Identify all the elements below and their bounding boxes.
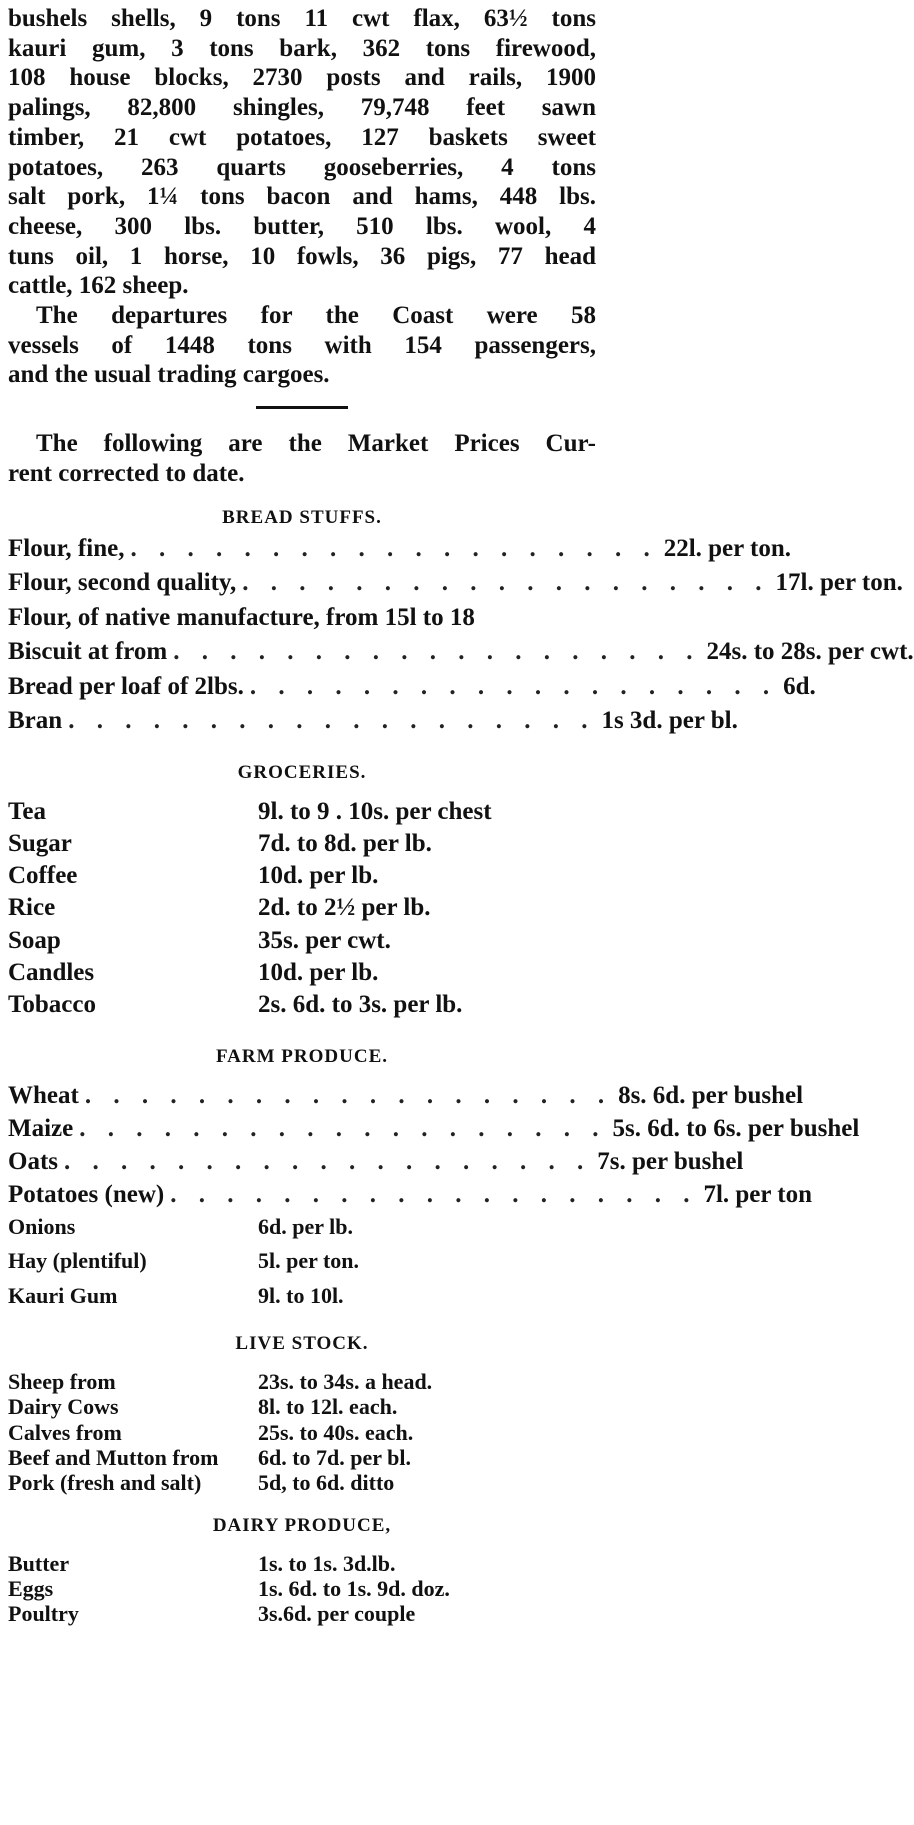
item-price: 1s. 6d. to 1s. 9d. doz. [258, 1576, 450, 1602]
item-price: 5l. per ton. [258, 1248, 360, 1274]
price-row [8, 830, 596, 862]
section-heading: GROCERIES. [237, 761, 367, 783]
item-price: 7l. per ton [703, 1180, 813, 1208]
item-price: 23s. to 34s. a head. [258, 1369, 433, 1395]
paragraph-line: The departures for the Coast were 58 [36, 302, 596, 330]
item-price: 35s. per cwt. [258, 926, 391, 954]
price-row [8, 1369, 596, 1394]
item-name: Tea [8, 797, 46, 825]
price-row [8, 1147, 744, 1181]
item-price: 17l. per ton. [775, 569, 903, 597]
item-name: Sheep from [8, 1369, 116, 1395]
item-price: 8s. 6d. per bushel [618, 1081, 804, 1109]
item-name: Tobacco [8, 991, 96, 1019]
price-row [8, 798, 596, 830]
price-row [8, 1470, 596, 1495]
price-list [8, 506, 914, 1627]
price-row [8, 1601, 596, 1626]
dot-leader: . . . . . . . . . . . . . . . . . . . [170, 1180, 698, 1208]
item-price: 7d. to 8d. per lb. [258, 829, 432, 857]
paragraph-line: cheese, 300 lbs. butter, 510 lbs. wool, 4 [8, 212, 596, 240]
price-row [8, 894, 596, 926]
departures-paragraph [8, 301, 596, 390]
dot-leader: . . . . . . . . . . . . . . . . . . . [64, 1147, 592, 1175]
item-name: Butter [8, 1551, 70, 1577]
item-name: Flour, fine, [8, 534, 125, 562]
item-price: 5d, to 6d. ditto [258, 1469, 395, 1495]
item-price: 10d. per lb. [258, 959, 379, 987]
price-row [8, 862, 596, 894]
price-row [8, 1180, 813, 1214]
item-name: Kauri Gum [8, 1282, 118, 1308]
item-price: 5s. 6d. to 6s. per bushel [612, 1114, 860, 1142]
market-prices-intro [8, 429, 596, 488]
paragraph-line: potatoes, 263 quarts gooseberries, 4 tons [8, 153, 596, 181]
item-name: Flour, second quality, [8, 569, 237, 597]
price-row [8, 707, 738, 742]
price-section [8, 506, 914, 742]
price-row [8, 1081, 804, 1115]
item-name: Candles [8, 959, 95, 987]
item-price: 9l. to 9 . 10s. per chest [258, 797, 492, 825]
dot-leader: . . . . . . . . . . . . . . . . . . . [173, 638, 701, 666]
item-name: Eggs [8, 1576, 54, 1602]
item-price: 6d. [783, 672, 816, 700]
item-price: 6d. to 7d. per bl. [258, 1444, 412, 1470]
item-price: 1s 3d. per bl. [601, 707, 738, 735]
price-row [8, 1214, 596, 1249]
paragraph-line: bushels shells, 9 tons 11 cwt flax, 63½ tons [8, 5, 596, 32]
item-name: Poultry [8, 1601, 79, 1627]
shipping-exports-paragraph [8, 4, 596, 301]
paragraph-line: The following are the Market Prices Cur- [36, 430, 596, 458]
price-row [8, 1114, 860, 1148]
dot-leader: . . . . . . . . . . . . . . . . . . . [249, 672, 778, 700]
item-name: Hay (plentiful) [8, 1248, 147, 1274]
item-name: Pork (fresh and salt) [8, 1469, 202, 1495]
price-row [8, 1394, 596, 1419]
section-divider [256, 406, 348, 409]
paragraph-line: cattle, 162 sheep. [8, 272, 189, 300]
item-price: 1s. to 1s. 3d.lb. [258, 1551, 396, 1577]
paragraph-line: and the usual trading cargoes. [8, 361, 330, 389]
price-section [8, 1045, 860, 1214]
item-price: 3s.6d. per couple [258, 1601, 416, 1627]
price-row [8, 959, 596, 991]
item-name: Rice [8, 894, 56, 922]
item-price: 10d. per lb. [258, 862, 379, 890]
price-row [8, 1248, 596, 1283]
item-name: Coffee [8, 862, 78, 890]
item-name: Bread per loaf of 2lbs. [8, 672, 244, 700]
price-row [8, 1445, 596, 1470]
item-name: Biscuit at from [8, 638, 168, 666]
price-row [8, 1576, 596, 1601]
dot-leader: . . . . . . . . . . . . . . . . . . . [84, 1081, 613, 1109]
item-price: 8l. to 12l. each. [258, 1394, 398, 1420]
paragraph-line: palings, 82,800 shingles, 79,748 feet sawn [8, 94, 596, 122]
price-row [8, 672, 816, 708]
price-section [8, 762, 596, 1024]
price-row [8, 534, 792, 570]
item-price: 24s. to 28s. per cwt. [706, 638, 914, 666]
dot-leader: . . . . . . . . . . . . . . . . . . . [68, 707, 596, 735]
item-price: 2d. to 2½ per lb. [258, 894, 431, 922]
price-row [8, 1420, 596, 1445]
item-price: 7s. per bushel [597, 1147, 744, 1175]
section-heading: BREAD STUFFS. [222, 506, 382, 528]
item-name: Flour, of native manufacture, from 15l to 18 [8, 603, 475, 631]
dot-leader: . . . . . . . . . . . . . . . . . . . [242, 569, 770, 597]
item-name: Potatoes (new) [8, 1180, 165, 1208]
price-row [8, 991, 596, 1023]
item-name: Oats [8, 1147, 58, 1175]
dot-leader: . . . . . . . . . . . . . . . . . . . [79, 1114, 607, 1142]
item-name: Calves from [8, 1419, 122, 1445]
section-heading: LIVE STOCK. [235, 1333, 369, 1355]
price-section [8, 1515, 596, 1626]
item-price: 25s. to 40s. each. [258, 1419, 414, 1445]
section-heading: FARM PRODUCE. [215, 1045, 388, 1067]
price-row [8, 569, 903, 604]
item-name: Sugar [8, 829, 72, 857]
item-name: Wheat [8, 1081, 79, 1109]
item-price: 6d. per lb. [258, 1213, 353, 1239]
item-name: Beef and Mutton from [8, 1444, 219, 1470]
paragraph-line: vessels of 1448 tons with 154 passengers, [8, 331, 596, 359]
paragraph-line: kauri gum, 3 tons bark, 362 tons firewood, [8, 34, 596, 62]
item-name: Onions [8, 1213, 76, 1239]
price-row [8, 1283, 596, 1318]
price-section [8, 1333, 596, 1495]
section-heading: DAIRY PRODUCE, [212, 1515, 392, 1537]
price-row [8, 604, 596, 639]
dot-leader: . . . . . . . . . . . . . . . . . . . [130, 534, 658, 562]
paragraph-line: 108 house blocks, 2730 posts and rails, 1900 [8, 64, 596, 92]
paragraph-line: salt pork, 1¼ tons bacon and hams, 448 lbs. [8, 183, 596, 211]
price-section [8, 1214, 596, 1318]
item-price: 9l. to 10l. [258, 1282, 344, 1308]
item-name: Maize [8, 1114, 74, 1142]
price-row [8, 638, 914, 673]
paragraph-line: rent corrected to date. [8, 459, 245, 487]
paragraph-line: tuns oil, 1 horse, 10 fowls, 36 pigs, 77 head [8, 242, 596, 270]
item-price: 22l. per ton. [663, 534, 792, 562]
item-name: Dairy Cows [8, 1394, 119, 1420]
item-price: 2s. 6d. to 3s. per lb. [258, 991, 463, 1019]
newspaper-column [8, 4, 914, 1627]
price-row [8, 927, 596, 959]
paragraph-line: timber, 21 cwt potatoes, 127 baskets sweet [8, 123, 596, 151]
item-name: Soap [8, 926, 61, 954]
price-row [8, 1551, 596, 1576]
item-name: Bran [8, 707, 63, 735]
